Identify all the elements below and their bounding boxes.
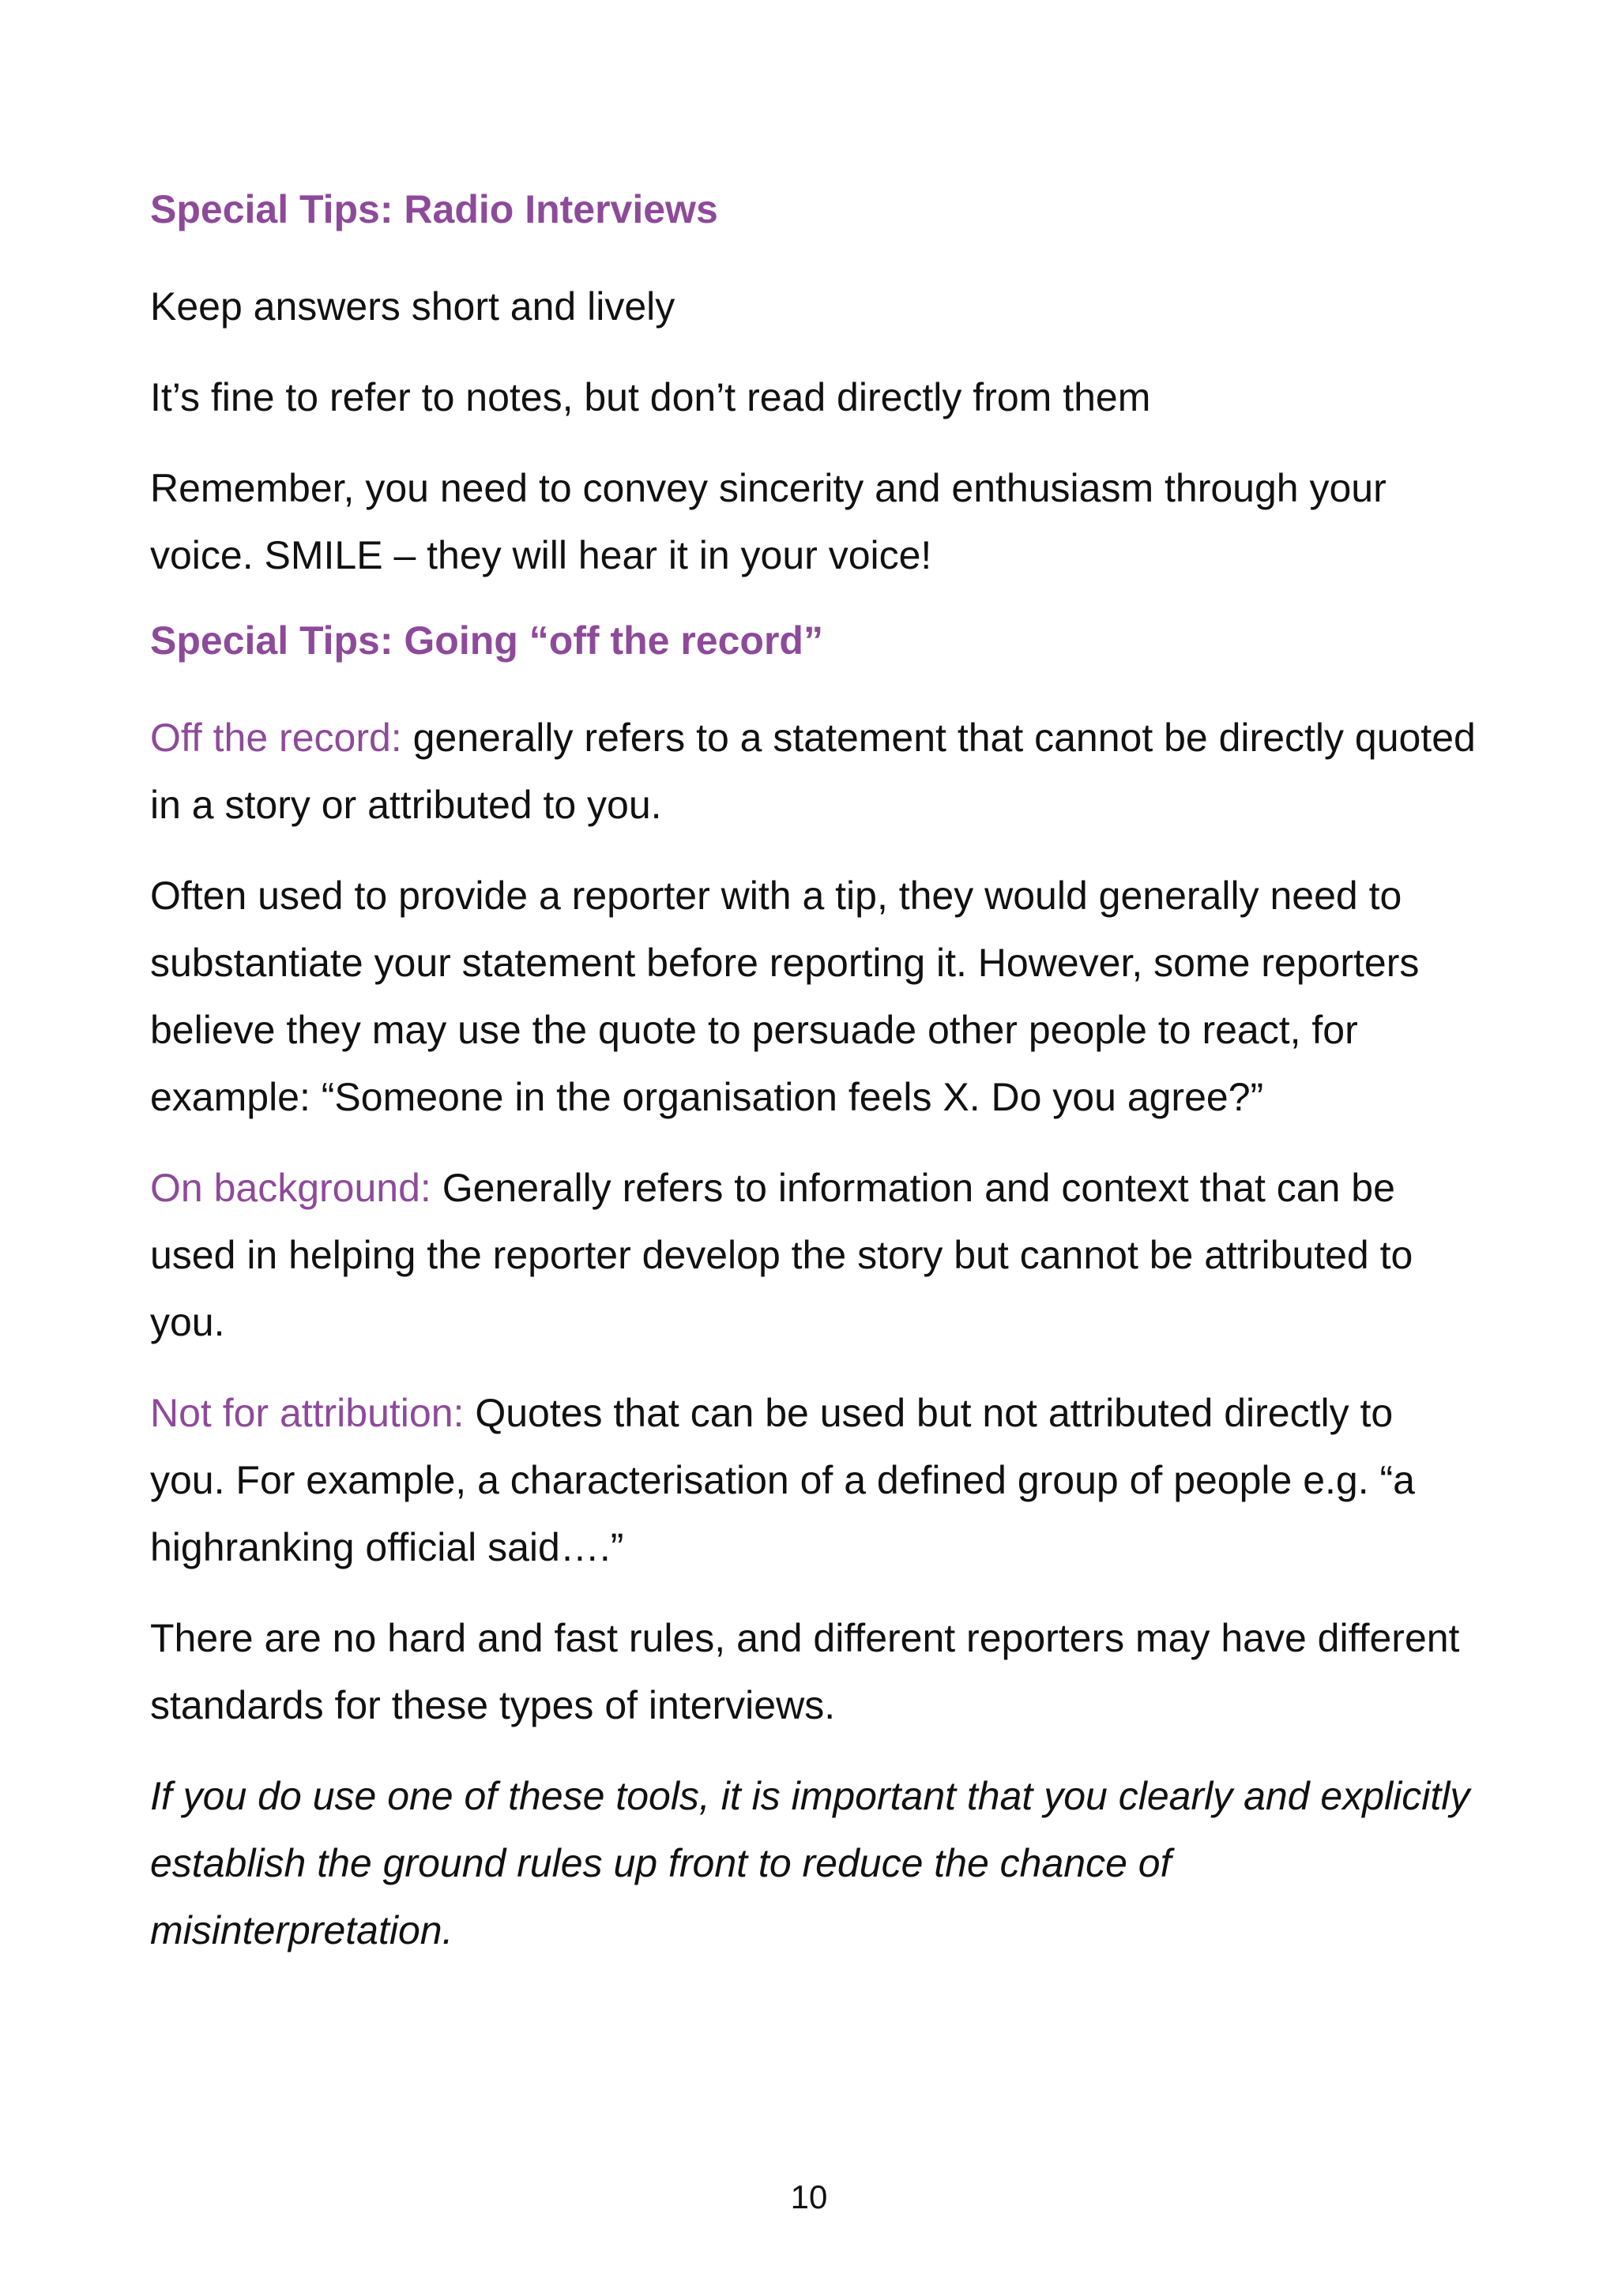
- definition-not-for-attribution-text: Quotes that can be used but not attributed directly to you. For example, a characterisation of a defined group of people e.g. “a highranking official said….”: [150, 1391, 1415, 1569]
- term-off-the-record: Off the record:: [150, 716, 402, 760]
- term-not-for-attribution: Not for attribution:: [150, 1391, 465, 1435]
- definition-not-for-attribution: [150, 1380, 1477, 1581]
- definition-on-background: [150, 1155, 1477, 1356]
- paragraph-short-answers: Keep answers short and lively: [150, 284, 675, 329]
- heading-off-the-record: Special Tips: Going “off the record”: [150, 618, 823, 663]
- page-content: [150, 182, 1477, 1988]
- definition-off-the-record: [150, 705, 1477, 839]
- definition-off-the-record-text: generally refers to a statement that cannot be directly quoted in a story or attributed to you.: [150, 716, 1476, 827]
- definition-on-background-text: Generally refers to information and context that can be used in helping the reporter develop the story but cannot be attributed to you.: [150, 1166, 1413, 1344]
- paragraph-no-hard-rules: There are no hard and fast rules, and different reporters may have different standards for these types of interviews.: [150, 1616, 1460, 1727]
- paragraph-ground-rules: If you do use one of these tools, it is important that you clearly and explicitly establish the ground rules up front to reduce the chance of misinterpretation.: [150, 1774, 1470, 1952]
- paragraph-sincerity: Remember, you need to convey sincerity and enthusiasm through your voice. SMILE – they will hear it in your voice!: [150, 466, 1387, 577]
- page-number: 10: [790, 2178, 828, 2215]
- paragraph-often-used: Often used to provide a reporter with a tip, they would generally need to substantiate your statement before reporting it. However, some reporters believe they may use the quote to persuade other people to react, for example: “Someone in the organisation feels X. Do you agree?”: [150, 874, 1420, 1119]
- paragraph-notes: It’s fine to refer to notes, but don’t read directly from them: [150, 375, 1151, 419]
- heading-radio-interviews: Special Tips: Radio Interviews: [150, 187, 718, 231]
- term-on-background: On background:: [150, 1166, 431, 1210]
